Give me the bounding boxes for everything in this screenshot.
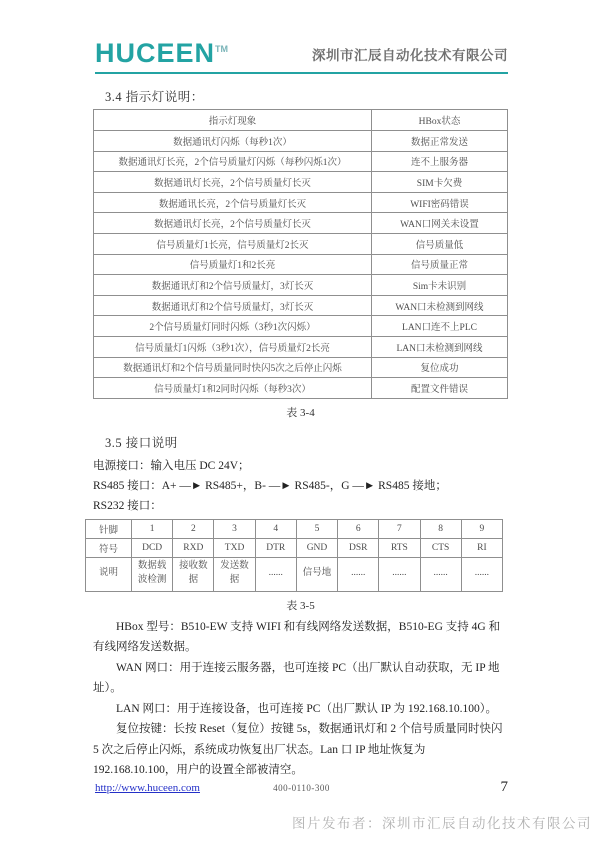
table-cell: 数据载波检测 <box>132 557 173 591</box>
table-cell: GND <box>296 538 337 557</box>
table-cell: 2 <box>173 519 214 538</box>
company-name: 深圳市汇辰自动化技术有限公司 <box>312 48 508 63</box>
table-cell: 数据通讯灯长亮，2个信号质量灯闪烁（每秒闪烁1次） <box>94 151 372 172</box>
table-cell: 数据通讯灯和2个信号质量灯，3灯长灭 <box>94 275 372 296</box>
indicator-status-table <box>93 109 508 399</box>
page-header <box>95 36 508 74</box>
table-row <box>94 295 508 316</box>
table-cell: 数据正常发送 <box>372 131 508 152</box>
table-row <box>94 357 508 378</box>
huceen-logo <box>95 36 228 66</box>
paragraph-hbox-model: HBox 型号：B510-EW 支持 WIFI 和有线网络发送数据，B510-EG 支持 4G 和有线网络发送数据。 <box>93 620 501 654</box>
table-cell: 信号质量正常 <box>372 254 508 275</box>
table-row <box>94 316 508 337</box>
table-header-row <box>94 110 508 131</box>
column-header-phenomenon: 指示灯现象 <box>94 110 372 131</box>
trademark-symbol: TM <box>215 44 229 54</box>
table-cell: ...... <box>338 557 379 591</box>
table-cell: TXD <box>214 538 255 557</box>
table-cell: DSR <box>338 538 379 557</box>
table-row <box>86 557 503 591</box>
table-cell: 数据通讯灯长亮，2个信号质量灯长灭 <box>94 213 372 234</box>
rs232-interface-line: RS232 接口： <box>93 499 162 512</box>
table-cell: 5 <box>296 519 337 538</box>
rs232-pin-table <box>85 519 503 592</box>
table-cell: LAN口未检测到网线 <box>372 336 508 357</box>
table-cell: 4 <box>255 519 296 538</box>
table-cell: 9 <box>461 519 502 538</box>
table-row <box>86 538 503 557</box>
table-cell: CTS <box>420 538 461 557</box>
table-caption-3-5: 表 3-5 <box>286 599 315 612</box>
table-cell: RXD <box>173 538 214 557</box>
section-heading-3-4: 3.4 指示灯说明： <box>105 90 204 104</box>
page-number: 7 <box>500 779 509 795</box>
publisher-caption: 图片发布者：深圳市汇辰自动化技术有限公司 <box>292 816 592 831</box>
table-cell: 信号地 <box>296 557 337 591</box>
service-phone: 400-0110-300 <box>273 783 330 793</box>
table-cell: 数据通讯灯闪烁（每秒1次） <box>94 131 372 152</box>
table-cell: LAN口连不上PLC <box>372 316 508 337</box>
table-cell: RI <box>461 538 502 557</box>
logo-text: HUCEEN <box>95 38 216 68</box>
table-cell: 信号质量灯1闪烁（3秒1次），信号质量灯2长亮 <box>94 336 372 357</box>
table-cell: 信号质量灯1长亮，信号质量灯2长灭 <box>94 233 372 254</box>
table-cell: 符号 <box>86 538 132 557</box>
paragraph-lan-port: LAN 网口：用于连接设备，也可连接 PC（出厂默认 IP 为 192.168.10.100）。 <box>116 702 497 715</box>
table-cell: ...... <box>461 557 502 591</box>
footer-left <box>95 778 273 796</box>
table-row <box>94 151 508 172</box>
table-row <box>94 192 508 213</box>
table-cell: 说明 <box>86 557 132 591</box>
table-cell: 针脚 <box>86 519 132 538</box>
paragraph-wan-port: WAN 网口：用于连接云服务器，也可连接 PC（出厂默认自动获取，无 IP 地址）。 <box>93 661 500 695</box>
table-cell: 复位成功 <box>372 357 508 378</box>
table-cell: 1 <box>132 519 173 538</box>
table-cell: ...... <box>420 557 461 591</box>
section-heading-3-5: 3.5 接口说明 <box>105 435 178 450</box>
table-row <box>94 336 508 357</box>
table-cell: 8 <box>420 519 461 538</box>
table-cell: ...... <box>255 557 296 591</box>
table-cell: RTS <box>379 538 420 557</box>
table-row <box>94 378 508 399</box>
table-cell: DCD <box>132 538 173 557</box>
table-cell: DTR <box>255 538 296 557</box>
column-header-hbox-status: HBox状态 <box>372 110 508 131</box>
table-row <box>94 172 508 193</box>
table-cell: 连不上服务器 <box>372 151 508 172</box>
table-row <box>86 519 503 538</box>
table-cell: 配置文件错误 <box>372 378 508 399</box>
website-link[interactable]: http://www.huceen.com <box>95 782 200 794</box>
table-cell: 6 <box>338 519 379 538</box>
table-cell: WAN口网关未设置 <box>372 213 508 234</box>
table-cell: 信号质量低 <box>372 233 508 254</box>
rs485-interface-line: RS485 接口：A+ —► RS485+，B- —► RS485-，G —► RS485 接地； <box>93 479 447 492</box>
table-cell: 2个信号质量灯同时闪烁（3秒1次闪烁） <box>94 316 372 337</box>
table-cell: 7 <box>379 519 420 538</box>
table-row <box>94 213 508 234</box>
page-footer <box>95 778 508 796</box>
table-cell: SIM卡欠费 <box>372 172 508 193</box>
table-cell: 接收数据 <box>173 557 214 591</box>
power-interface-line: 电源接口：输入电压 DC 24V； <box>93 459 250 472</box>
content-area <box>93 109 508 420</box>
table-cell: 数据通讯长亮，2个信号质量灯长灭 <box>94 192 372 213</box>
table-cell: 数据通讯灯长亮，2个信号质量灯长灭 <box>94 172 372 193</box>
table-row <box>94 275 508 296</box>
table-cell: 3 <box>214 519 255 538</box>
body-paragraphs <box>93 617 508 781</box>
table-cell: 发送数据 <box>214 557 255 591</box>
table-cell: Sim卡未识别 <box>372 275 508 296</box>
table-row <box>94 131 508 152</box>
table-cell: 信号质量灯1和2同时闪烁（每秒3次） <box>94 378 372 399</box>
table-caption-3-4: 表 3-4 <box>286 406 315 419</box>
interface-content <box>93 456 508 781</box>
table-row <box>94 233 508 254</box>
table-cell: 信号质量灯1和2长亮 <box>94 254 372 275</box>
table-cell: ...... <box>379 557 420 591</box>
paragraph-reset-button: 复位按键：长按 Reset（复位）按键 5s，数据通讯灯和 2 个信号质量同时快闪 5 次之后停止闪烁，系统成功恢复出厂状态。Lan 口 IP 地址恢复为 192.168.10.100，用户的设置全部被清空。 <box>93 723 503 777</box>
interface-description-lines <box>93 456 508 516</box>
table-cell: 数据通讯灯和2个信号质量同时快闪5次之后停止闪烁 <box>94 357 372 378</box>
table-row <box>94 254 508 275</box>
table-cell: WIFI密码错误 <box>372 192 508 213</box>
table-cell: WAN口未检测到网线 <box>372 295 508 316</box>
table-cell: 数据通讯灯和2个信号质量灯，3灯长灭 <box>94 295 372 316</box>
